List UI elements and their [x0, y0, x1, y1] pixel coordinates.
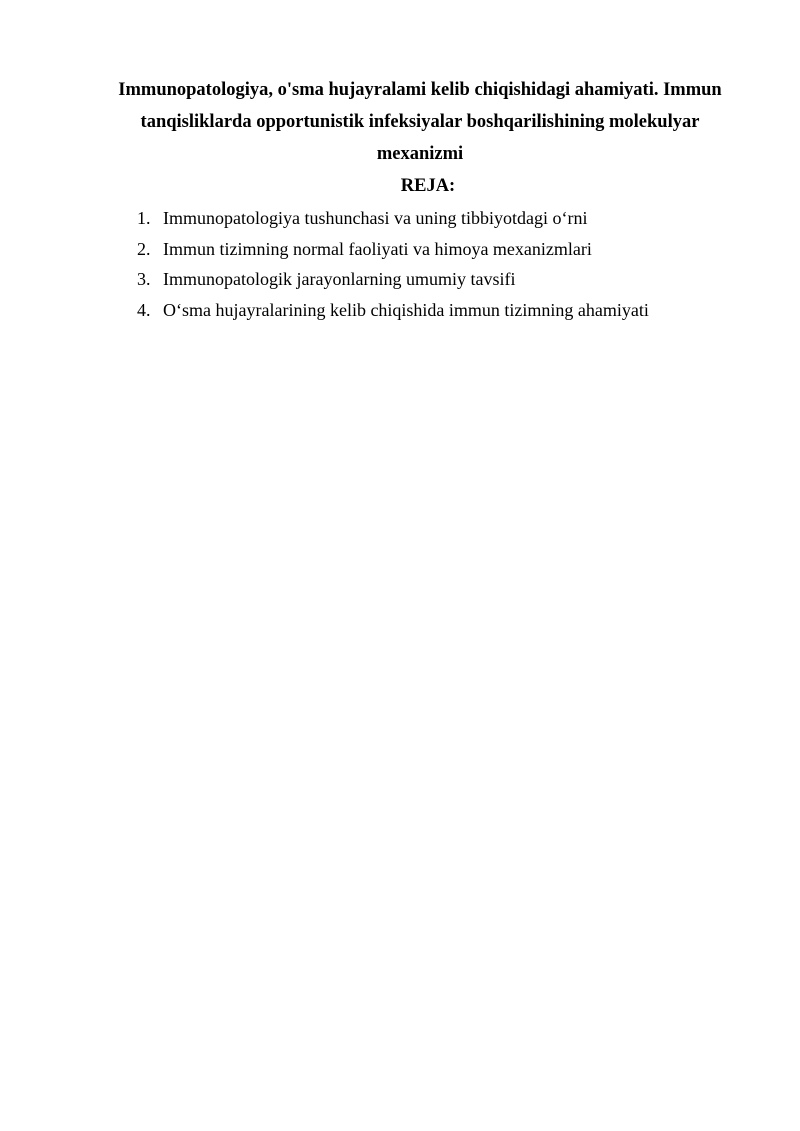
document-title: Immunopatologiya, o'sma hujayralami kelib chiqishidagi ahamiyati. Immun tanqisliklarda opportunistik infeksiyalar boshqarilishining molekulyar mexanizmi — [118, 80, 722, 164]
plan-item — [137, 234, 649, 265]
plan-heading: REJA: — [400, 176, 456, 196]
plan-item-number: 2. — [137, 238, 151, 259]
plan-item-text: Immunopatologik jarayonlarning umumiy tavsifi — [163, 269, 516, 289]
plan-item — [137, 264, 649, 295]
plan-item-number: 1. — [137, 208, 151, 228]
plan-item — [137, 295, 649, 326]
plan-item — [137, 203, 649, 234]
plan-item-text: O‘sma hujayralarining kelib chiqishida immun tizimning ahamiyati — [163, 299, 649, 320]
plan-item-text: Immunopatologiya tushunchasi va uning tibbiyotdagi o‘rni — [163, 208, 588, 228]
plan-item-number: 3. — [137, 269, 151, 289]
plan-item-number: 4. — [137, 299, 151, 320]
plan-item-text: Immun tizimning normal faoliyati va himoya mexanizmlari — [163, 238, 592, 259]
plan-list — [137, 203, 649, 325]
